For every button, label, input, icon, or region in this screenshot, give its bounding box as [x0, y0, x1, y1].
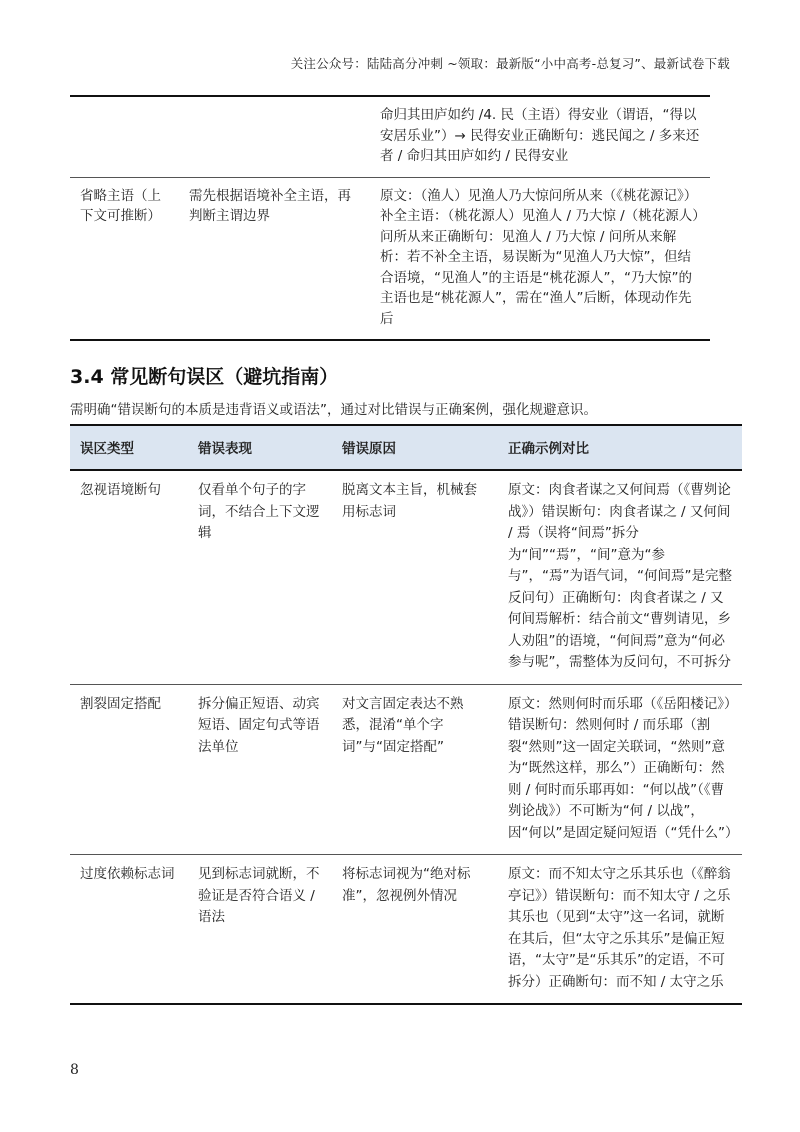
table-cell: 见到标志词就断，不验证是否符合语义 / 语法 — [198, 866, 320, 925]
table-cell: 原文：然则何时而乐耶（《岳阳楼记》）错误断句：然则何时 / 而乐耶（割裂“然则”这一固定关联词，“然则”意为“既然这样，那么”）正确断句：然则 / 何时而乐耶再如：“何以战”（《曹刿论战》）不可断为“何 / 以战”，因“何以”是固定疑问短语（“凭什么”） — [508, 695, 739, 841]
table-cell: 需先根据语境补全主语，再判断主谓边界 — [189, 187, 351, 224]
pitfalls-table — [70, 424, 742, 1005]
table-row — [70, 470, 742, 684]
table-cell — [179, 96, 370, 177]
table-header-row — [70, 425, 742, 470]
table-cell — [70, 96, 179, 177]
table-cell: 过度依赖标志词 — [80, 866, 175, 882]
table-cell: 拆分偏正短语、动宾短语、固定句式等语法单位 — [198, 695, 320, 755]
section-title: 3.4 常见断句误区（避坑指南） — [70, 366, 339, 388]
table-cell: 割裂固定搭配 — [80, 695, 161, 712]
table-cell: 原文：肉食者谋之又何间焉（《曹刿论战》）错误断句：肉食者谋之 / 又何间 / 焉（误将“间焉”拆分为“间”“焉”，“间”意为“参与”，“焉”为语气词，“何间焉”是完整反问句）正确断句：肉食者谋之 / 又何间焉解析：结合前文“曹刿请见，乡人劝阻”的语境，“何间焉”意为“何必参与呢”，需整体为反问句，不可拆分 — [508, 482, 732, 670]
table-cell: 脱离文本主旨，机械套用标志词 — [342, 482, 477, 520]
table-cell: 命归其田庐如约 /4. 民（主语）得安业（谓语，“得以安居乐业”）→ 民得安业正确断句：逃民闻之 / 多来还者 / 命归其田庐如约 / 民得安业 — [380, 107, 700, 164]
page-number: 8 — [70, 1062, 79, 1078]
column-header: 误区类型 — [80, 441, 134, 457]
column-header: 正确示例对比 — [508, 441, 589, 457]
table-cell: 忽视语境断句 — [80, 482, 161, 498]
table-row — [70, 855, 742, 1005]
section-intro: 需明确“错误断句的本质是违背语义或语法”，通过对比错误与正确案例，强化规避意识。 — [70, 402, 597, 418]
table-cell: 原文：（渔人）见渔人乃大惊问所从来（《桃花源记》）补全主语：（桃花源人）见渔人 / 乃大惊 /（桃花源人）问所从来正确断句：见渔人 / 乃大惊 / 问所从来解析：若不补全主语，易误断为“见渔人乃大惊”，但结合语境，“见渔人”的主语是“桃花源人”，“乃大惊”的主语也是“桃花源人”，需在“渔人”后断，体现动作先后 — [380, 187, 699, 327]
column-header: 错误表现 — [198, 441, 252, 457]
table-cell: 对文言固定表达不熟悉，混淆“单个字词”与“固定搭配” — [342, 695, 464, 755]
table-cell: 将标志词视为“绝对标准”，忽视例外情况 — [342, 866, 471, 904]
table-cell: 仅看单个句子的字词，不结合上下文逻辑 — [198, 482, 320, 541]
table-cell: 原文：而不知太守之乐其乐也（《醉翁亭记》）错误断句：而不知太守 / 之乐其乐也（见到“太守”这一名词，就断在其后，但“太守之乐其乐”是偏正短语，“太守”是“乐其乐”的定语，不可拆分）正确断句：而不知 / 太守之乐 — [508, 866, 731, 990]
table-row — [70, 96, 710, 177]
header-note: 关注公众号：陆陆高分冲刺 ~领取：最新版“小中高考-总复习”、最新试卷下载 — [290, 56, 730, 71]
column-header: 错误原因 — [342, 441, 396, 457]
table-row — [70, 684, 742, 855]
table-cell: 省略主语（上下文可推断） — [80, 187, 161, 224]
table-row — [70, 177, 710, 340]
method-table — [70, 95, 710, 341]
